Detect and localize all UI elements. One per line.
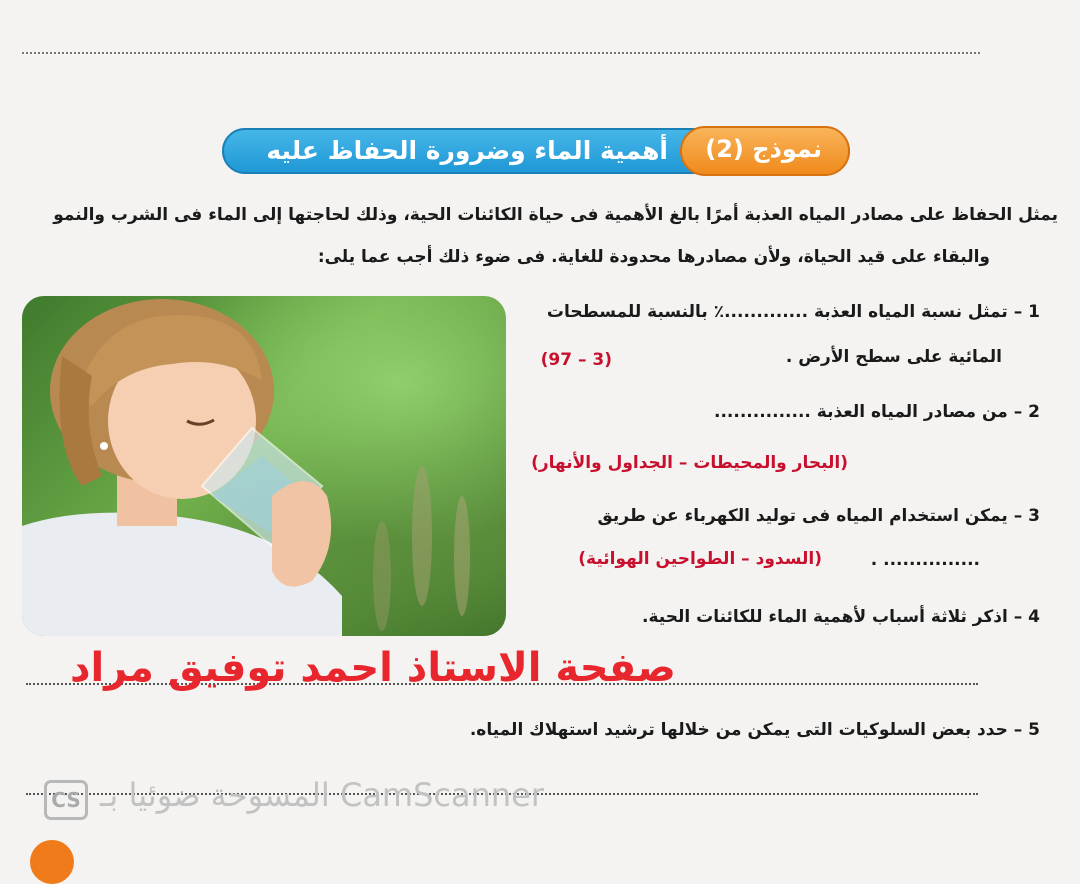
question-3-line-1: 3 – يمكن استخدام المياه فى توليد الكهرباء عن طريق <box>597 506 1040 526</box>
top-dotted-line <box>22 52 980 54</box>
model-tag <box>680 126 850 176</box>
intro-line-1: يمثل الحفاظ على مصادر المياه العذبة أمرًا بالغ الأهمية فى حياة الكائنات الحية، وذلك لحاجتها إلى الماء فى الشرب والنمو <box>53 205 1058 225</box>
question-5: 5 – حدد بعض السلوكيات التى يمكن من خلالها ترشيد استهلاك المياه. <box>469 720 1040 740</box>
camscanner-text: المسوحة ضوئيا بـ CamScanner <box>100 776 545 814</box>
question-4: 4 – اذكر ثلاثة أسباب لأهمية الماء للكائنات الحية. <box>642 607 1040 627</box>
girl-drinking-water-photo <box>22 296 506 636</box>
page-corner-decoration <box>30 840 74 884</box>
question-1-answer: (3 – 97) <box>540 350 612 370</box>
page-watermark: صفحة الاستاذ احمد توفيق مراد <box>70 645 676 691</box>
question-2-line-1: 2 – من مصادر المياه العذبة ............... <box>713 402 1040 422</box>
question-2-answer: (البحار والمحيطات – الجداول والأنهار) <box>531 453 848 473</box>
question-3-line-2: ............... . <box>870 550 980 570</box>
intro-line-2: والبقاء على قيد الحياة، ولأن مصادرها محدودة للغاية. فى ضوء ذلك أجب عما يلى: <box>317 247 990 267</box>
question-3-answer: (السدود – الطواحين الهوائية) <box>578 549 822 569</box>
model-tag-label: نموذج (2) <box>705 135 822 163</box>
question-1-line-2: المائية على سطح الأرض . <box>785 347 1002 367</box>
photo-illustration <box>22 296 506 636</box>
question-1-line-1: 1 – تمثل نسبة المياه العذبة .............٪ بالنسبة للمسطحات <box>546 302 1040 322</box>
title-banner <box>222 128 850 174</box>
camscanner-logo-icon: CS <box>44 780 88 820</box>
lesson-title: أهمية الماء وضرورة الحفاظ عليه <box>266 136 668 165</box>
